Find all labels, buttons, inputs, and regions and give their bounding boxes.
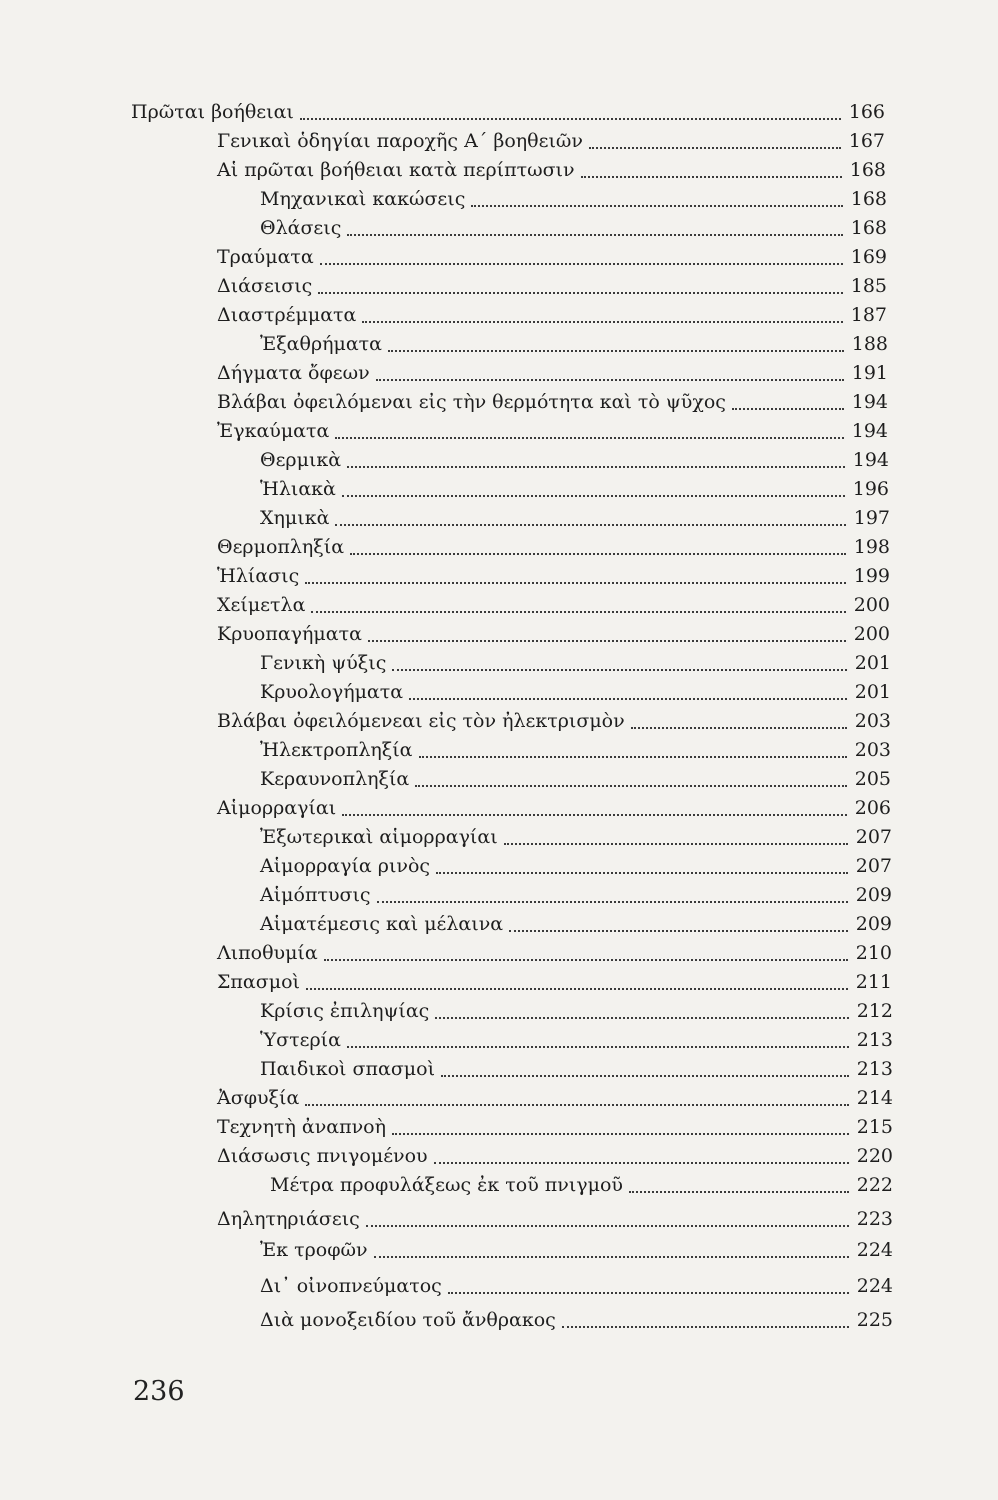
entry-title: Αἱμόπτυσις bbox=[260, 884, 371, 906]
dot-leader bbox=[581, 176, 842, 178]
dot-leader bbox=[374, 1256, 849, 1258]
toc-entry bbox=[217, 360, 888, 386]
entry-title: Μηχανικαὶ κακώσεις bbox=[260, 188, 466, 210]
dot-leader bbox=[305, 582, 846, 584]
entry-page: 187 bbox=[850, 304, 887, 326]
entry-page: 224 bbox=[856, 1239, 893, 1261]
toc-entry bbox=[217, 1206, 893, 1232]
entry-page: 198 bbox=[853, 536, 890, 558]
entry-page: 210 bbox=[855, 942, 892, 964]
dot-leader bbox=[392, 669, 847, 671]
dot-leader bbox=[435, 1017, 849, 1019]
entry-page: 225 bbox=[856, 1309, 893, 1331]
entry-title: Θερμικὰ bbox=[260, 449, 342, 471]
dot-leader bbox=[350, 553, 846, 555]
entry-page: 213 bbox=[856, 1058, 893, 1080]
toc-entry bbox=[217, 389, 888, 415]
dot-leader bbox=[335, 524, 846, 526]
dot-leader bbox=[342, 495, 845, 497]
toc-entry bbox=[260, 331, 888, 357]
dot-leader bbox=[562, 1326, 849, 1328]
toc-entry bbox=[260, 1307, 893, 1333]
dot-leader bbox=[347, 1046, 849, 1048]
toc-entry bbox=[217, 534, 890, 560]
toc-entry bbox=[217, 244, 887, 270]
toc-entry bbox=[260, 447, 889, 473]
toc-entry bbox=[260, 766, 891, 792]
entry-page: 197 bbox=[853, 507, 890, 529]
entry-title: Διάσωσις πνιγομένου bbox=[217, 1145, 428, 1167]
entry-page: 196 bbox=[852, 478, 889, 500]
dot-leader bbox=[509, 930, 848, 932]
entry-page: 209 bbox=[855, 884, 892, 906]
entry-page: 200 bbox=[853, 594, 890, 616]
entry-page: 194 bbox=[852, 449, 889, 471]
dot-leader bbox=[419, 756, 847, 758]
toc-entry bbox=[260, 476, 889, 502]
dot-leader bbox=[300, 118, 841, 120]
entry-page: 205 bbox=[854, 768, 891, 790]
toc-entry bbox=[217, 969, 892, 995]
toc-entry bbox=[217, 157, 886, 183]
entry-title: Ἐγκαύματα bbox=[217, 420, 330, 442]
entry-title: Βλάβαι ὀφειλόμεναι εἰς τὴν θερμότητα καὶ τὸ ψῦχος bbox=[217, 391, 726, 413]
toc-entry bbox=[217, 795, 891, 821]
entry-title: Ὑστερία bbox=[260, 1029, 341, 1051]
toc-entry bbox=[217, 592, 890, 618]
entry-title: Χείμετλα bbox=[217, 594, 306, 616]
dot-leader bbox=[342, 814, 847, 816]
entry-title: Θλάσεις bbox=[260, 217, 342, 239]
entry-page: 203 bbox=[854, 710, 891, 732]
toc-entry bbox=[217, 708, 891, 734]
toc-entry bbox=[217, 563, 890, 589]
entry-title: Ἐξωτερικαὶ αἱμορραγίαι bbox=[260, 826, 498, 848]
toc-entry bbox=[131, 99, 885, 125]
toc-entry bbox=[260, 215, 887, 241]
entry-title: Αἱ πρῶται βοήθειαι κατὰ περίπτωσιν bbox=[217, 159, 575, 181]
toc-entry bbox=[260, 737, 891, 763]
entry-title: Τεχνητὴ ἀναπνοὴ bbox=[217, 1116, 386, 1138]
toc-entry bbox=[217, 940, 892, 966]
entry-title: Βλάβαι ὀφειλόμενεαι εἰς τὸν ἠλεκτρισμὸν bbox=[217, 710, 625, 732]
entry-title: Κρίσις ἐπιληψίας bbox=[260, 1000, 430, 1022]
dot-leader bbox=[392, 1133, 849, 1135]
entry-title: Ἐκ τροφῶν bbox=[260, 1239, 368, 1261]
entry-page: 213 bbox=[856, 1029, 893, 1051]
dot-leader bbox=[631, 727, 847, 729]
entry-title: Δι᾽ οἰνοπνεύματος bbox=[260, 1275, 442, 1297]
entry-page: 168 bbox=[850, 188, 887, 210]
dot-leader bbox=[504, 843, 848, 845]
toc-entry bbox=[217, 621, 890, 647]
dot-leader bbox=[366, 1225, 849, 1227]
dot-leader bbox=[324, 959, 848, 961]
dot-leader bbox=[441, 1075, 849, 1077]
entry-page: 191 bbox=[851, 362, 888, 384]
entry-page: 223 bbox=[856, 1208, 893, 1230]
entry-title: Αἱμορραγία ρινὸς bbox=[260, 855, 431, 877]
entry-title: Διὰ μονοξειδίου τοῦ ἄνθρακος bbox=[260, 1309, 556, 1331]
dot-leader bbox=[434, 1162, 849, 1164]
entry-page: 201 bbox=[854, 652, 891, 674]
toc-entry bbox=[260, 882, 892, 908]
toc-entry bbox=[217, 302, 887, 328]
toc-entry bbox=[217, 1114, 893, 1140]
toc-entry bbox=[260, 1237, 893, 1263]
entry-title: Ἡλίασις bbox=[217, 565, 300, 587]
entry-title: Δήγματα ὄφεων bbox=[217, 362, 370, 384]
entry-title: Γενικὴ ψύξις bbox=[260, 652, 387, 674]
entry-page: 194 bbox=[851, 420, 888, 442]
toc-entry bbox=[260, 1027, 893, 1053]
entry-title: Κρυολογήματα bbox=[260, 681, 404, 703]
dot-leader bbox=[377, 901, 848, 903]
dot-leader bbox=[415, 785, 847, 787]
dot-leader bbox=[376, 379, 844, 381]
entry-title: Αἱμορραγίαι bbox=[217, 797, 337, 819]
entry-title: Ἡλιακὰ bbox=[260, 478, 336, 500]
dot-leader bbox=[318, 292, 843, 294]
page-number: 236 bbox=[133, 1376, 185, 1407]
toc-entry bbox=[260, 1273, 893, 1299]
toc-entry bbox=[260, 679, 891, 705]
entry-page: 201 bbox=[854, 681, 891, 703]
entry-page: 168 bbox=[850, 217, 887, 239]
entry-title: Θερμοπληξία bbox=[217, 536, 345, 558]
toc-entry bbox=[217, 128, 885, 154]
toc-entry bbox=[260, 505, 890, 531]
entry-page: 212 bbox=[856, 1000, 893, 1022]
dot-leader bbox=[629, 1191, 849, 1193]
entry-title: Ἠλεκτροπληξία bbox=[260, 739, 413, 761]
entry-page: 207 bbox=[855, 855, 892, 877]
toc-entry bbox=[217, 1085, 893, 1111]
dot-leader bbox=[335, 437, 844, 439]
dot-leader bbox=[589, 147, 841, 149]
toc-entry bbox=[260, 1056, 893, 1082]
entry-page: 209 bbox=[855, 913, 892, 935]
entry-page: 200 bbox=[853, 623, 890, 645]
toc-entry bbox=[260, 998, 893, 1024]
toc-entry bbox=[217, 273, 887, 299]
toc-entry bbox=[260, 186, 887, 212]
entry-page: 220 bbox=[856, 1145, 893, 1167]
entry-title: Ἀσφυξία bbox=[217, 1087, 300, 1109]
entry-page: 206 bbox=[854, 797, 891, 819]
toc-entry bbox=[260, 911, 892, 937]
entry-page: 222 bbox=[856, 1174, 893, 1196]
entry-page: 185 bbox=[850, 275, 887, 297]
entry-page: 188 bbox=[851, 333, 888, 355]
toc-entry bbox=[260, 650, 891, 676]
entry-page: 215 bbox=[856, 1116, 893, 1138]
entry-title: Γενικαὶ ὁδηγίαι παροχῆς Α΄ βοηθειῶν bbox=[217, 130, 583, 152]
dot-leader bbox=[311, 611, 846, 613]
dot-leader bbox=[436, 872, 848, 874]
dot-leader bbox=[368, 640, 846, 642]
entry-page: 168 bbox=[849, 159, 886, 181]
entry-page: 224 bbox=[856, 1275, 893, 1297]
entry-title: Αἱματέμεσις καὶ μέλαινα bbox=[260, 913, 504, 935]
dot-leader bbox=[362, 321, 843, 323]
entry-title: Τραύματα bbox=[217, 246, 314, 268]
entry-page: 211 bbox=[855, 971, 892, 993]
dot-leader bbox=[306, 988, 848, 990]
dot-leader bbox=[347, 234, 843, 236]
entry-page: 166 bbox=[848, 101, 885, 123]
entry-page: 207 bbox=[855, 826, 892, 848]
entry-page: 169 bbox=[850, 246, 887, 268]
dot-leader bbox=[320, 263, 843, 265]
entry-title: Διαστρέμματα bbox=[217, 304, 357, 326]
entry-title: Κρυοπαγήματα bbox=[217, 623, 362, 645]
entry-page: 203 bbox=[854, 739, 891, 761]
entry-title: Πρῶται βοήθειαι bbox=[131, 101, 294, 123]
toc-entry bbox=[270, 1172, 893, 1198]
entry-title: Σπασμοὶ bbox=[217, 971, 300, 993]
entry-page: 194 bbox=[851, 391, 888, 413]
entry-title: Λιποθυμία bbox=[217, 942, 318, 964]
dot-leader bbox=[305, 1104, 849, 1106]
toc-entry bbox=[217, 418, 888, 444]
entry-title: Δηλητηριάσεις bbox=[217, 1208, 360, 1230]
dot-leader bbox=[409, 698, 847, 700]
entry-title: Χημικὰ bbox=[260, 507, 330, 529]
dot-leader bbox=[471, 205, 843, 207]
dot-leader bbox=[347, 466, 845, 468]
entry-title: Κεραυνοπληξία bbox=[260, 768, 410, 790]
dot-leader bbox=[732, 408, 844, 410]
toc-entry bbox=[260, 853, 892, 879]
entry-page: 214 bbox=[856, 1087, 893, 1109]
entry-title: Παιδικοὶ σπασμοὶ bbox=[260, 1058, 436, 1080]
entry-page: 199 bbox=[853, 565, 890, 587]
entry-page: 167 bbox=[848, 130, 885, 152]
toc-entry bbox=[217, 1143, 893, 1169]
dot-leader bbox=[448, 1292, 849, 1294]
toc-entry bbox=[260, 824, 892, 850]
entry-title: Ἐξαθρήματα bbox=[260, 333, 383, 355]
entry-title: Διάσεισις bbox=[217, 275, 313, 297]
entry-title: Μέτρα προφυλάξεως ἐκ τοῦ πνιγμοῦ bbox=[270, 1174, 623, 1196]
dot-leader bbox=[388, 350, 844, 352]
